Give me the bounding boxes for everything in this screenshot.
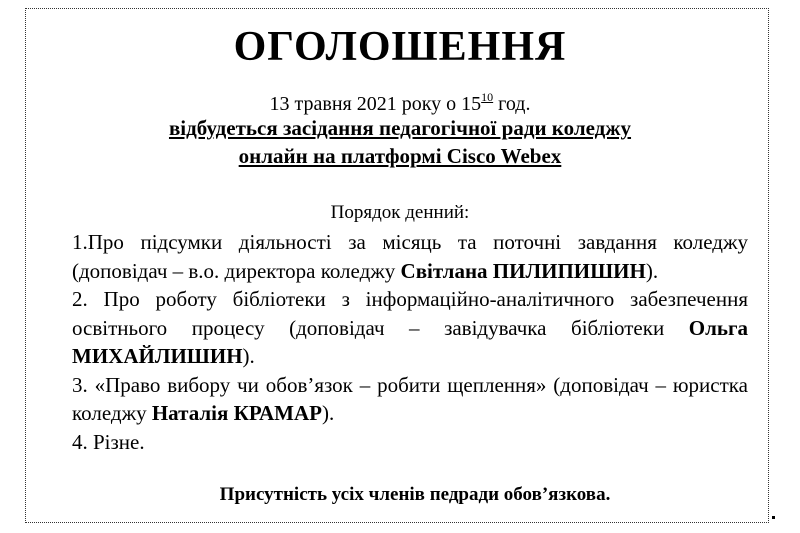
agenda-item-speaker: Ольга МИХАЙЛИШИН xyxy=(72,315,748,368)
agenda-item-text: 2. Про роботу бібліотеки з інформаційно-аналітичного забезпечення освітнього процесу (доповідач – завідувачка бібліотеки xyxy=(72,287,748,340)
event-description xyxy=(0,114,800,170)
announcement-title: ОГОЛОШЕННЯ xyxy=(233,24,567,70)
agenda-item-end: ). xyxy=(242,344,255,368)
agenda-item-speaker: Світлана ПИЛИПИШИН xyxy=(400,258,646,283)
agenda-item xyxy=(72,428,748,457)
event-line-1: відбудеться засідання педагогічної ради коледжу xyxy=(168,116,632,140)
meeting-time-minutes: 10 xyxy=(481,90,494,104)
agenda-item-text: 3. «Право вибору чи обов’язок – робити щеплення» (доповідач – юристка коледжу xyxy=(72,372,748,425)
agenda-item-speaker: Наталія КРАМАР xyxy=(151,401,322,425)
agenda-item-text: 1.Про підсумки діяльності за місяць та поточні завдання коледжу (доповідач – в.о. директора коледжу xyxy=(72,230,748,283)
agenda-item-text: 4. Різне. xyxy=(72,429,145,454)
agenda-item-end: ). xyxy=(645,258,659,283)
agenda-item-end: ). xyxy=(321,401,335,425)
agenda-item xyxy=(72,228,748,285)
agenda-item xyxy=(72,285,748,371)
attendance-note: Присутність усіх членів педради обов’язкова. xyxy=(219,484,611,505)
event-line-2: онлайн на платформі Cisco Webex xyxy=(238,144,562,168)
meeting-date-text: 13 травня 2021 року о 15 xyxy=(269,93,482,115)
meeting-date xyxy=(0,84,800,117)
agenda-item xyxy=(72,371,748,428)
agenda-list xyxy=(72,228,748,456)
agenda-heading: Порядок денний: xyxy=(330,202,470,223)
corner-mark xyxy=(772,516,775,519)
meeting-date-suffix: год. xyxy=(493,93,531,115)
